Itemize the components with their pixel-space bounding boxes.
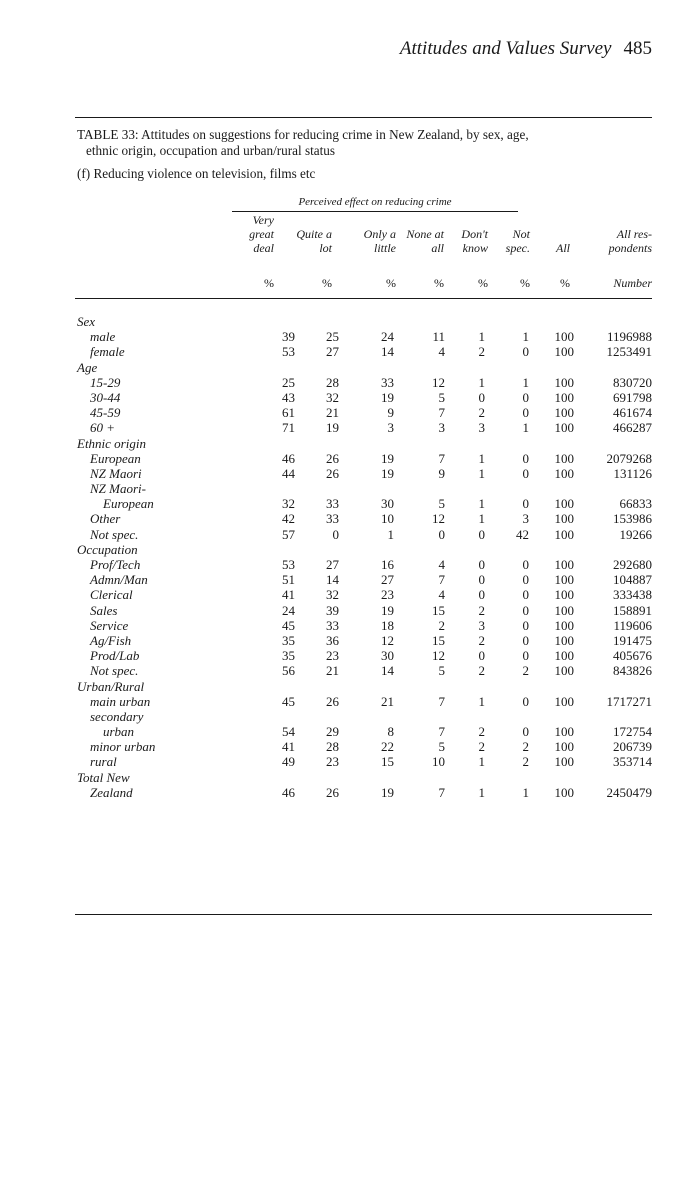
table-cell: 12 (381, 632, 394, 648)
table-cell: 7 (438, 784, 445, 800)
table-cell: 35 (282, 648, 295, 664)
row-label: secondary (90, 708, 144, 724)
table-cell: 0 (522, 617, 529, 633)
table-row (77, 481, 652, 496)
unit-label: % (478, 276, 488, 290)
row-label: European (90, 496, 154, 512)
caption-line-2: ethnic origin, occupation and urban/rural status (86, 143, 336, 158)
spanner-rule (232, 211, 518, 212)
table-cell: 0 (522, 587, 529, 603)
table-cell: 12 (432, 648, 445, 664)
table-cell: 19 (381, 450, 394, 466)
table-cell: 1 (522, 329, 529, 345)
table-cell: 19266 (619, 526, 652, 542)
table-cell: 27 (381, 572, 394, 588)
table-cell: 2 (522, 663, 529, 679)
row-label: Total New (77, 769, 130, 785)
table-cell: 100 (554, 557, 574, 572)
table-cell: 7 (438, 724, 445, 740)
row-label: main urban (90, 693, 151, 709)
table-cell: 9 (387, 405, 394, 421)
row-label: rural (90, 754, 117, 770)
row-label: European (90, 450, 141, 466)
table-cell: 100 (554, 632, 574, 648)
table-cell: 3 (522, 511, 529, 527)
table-cell: 100 (554, 405, 574, 421)
table-cell: 32 (282, 496, 295, 512)
table-cell: 353714 (613, 754, 652, 770)
table-row (77, 527, 652, 542)
table-cell: 191475 (613, 632, 652, 648)
table-cell: 2 (478, 663, 485, 679)
table-cell: 5 (438, 389, 445, 405)
header-bottom-rule (75, 298, 652, 299)
table-group-header (77, 679, 652, 694)
table-cell: 131126 (613, 465, 652, 481)
table-cell: 12 (432, 511, 445, 527)
table-cell: 100 (554, 754, 574, 770)
table-cell: 0 (522, 648, 529, 664)
table-cell: 153986 (613, 511, 652, 527)
table-row (77, 375, 652, 390)
table-cell: 100 (554, 693, 574, 709)
table-cell: 100 (554, 465, 574, 481)
table-cell: 15 (432, 632, 445, 648)
row-label: Service (90, 617, 129, 633)
unit-label: % (520, 276, 530, 290)
table-top-rule (75, 117, 652, 118)
table-cell: 3 (478, 420, 485, 436)
table-row (77, 633, 652, 648)
table-cell: 100 (554, 496, 574, 512)
row-label: NZ Maori- (90, 481, 146, 497)
table-cell: 32 (326, 587, 339, 603)
table-cell: 19 (381, 602, 394, 618)
unit-label: % (560, 276, 570, 290)
column-header-none-at-all: None at all (406, 227, 444, 255)
table-cell: 11 (432, 329, 445, 345)
table-cell: 23 (381, 587, 394, 603)
table-cell: 0 (522, 724, 529, 740)
unit-label: Number (613, 276, 652, 290)
table-cell: 15 (432, 602, 445, 618)
table-cell: 1 (478, 450, 485, 466)
row-label: Not spec. (90, 663, 139, 679)
table-cell: 61 (282, 405, 295, 421)
table-cell: 15 (381, 754, 394, 770)
table-cell: 100 (554, 602, 574, 618)
table-row (77, 572, 652, 587)
column-header-only-a-little: Only a little (363, 227, 396, 255)
table-cell: 42 (282, 511, 295, 527)
table-cell: 22 (381, 739, 394, 755)
table-cell: 23 (326, 754, 339, 770)
table-cell: 27 (326, 344, 339, 360)
table-cell: 26 (326, 465, 339, 481)
table-cell: 1196988 (606, 329, 652, 345)
table-cell: 333438 (613, 587, 652, 603)
table-cell: 46 (282, 784, 295, 800)
row-label: Ethnic origin (77, 435, 146, 451)
table-cell: 35 (282, 632, 295, 648)
unit-label: % (264, 276, 274, 290)
page-number: 485 (623, 38, 652, 59)
table-cell: 19 (326, 420, 339, 436)
table-cell: 1 (478, 496, 485, 512)
table-cell: 461674 (613, 405, 652, 421)
table-cell: 2 (438, 617, 445, 633)
table-cell: 2450479 (606, 784, 652, 800)
table-cell: 0 (478, 587, 485, 603)
table-cell: 0 (478, 648, 485, 664)
table-cell: 19 (381, 389, 394, 405)
table-cell: 2079268 (606, 450, 652, 466)
column-spanner: Perceived effect on reducing crime (298, 196, 452, 208)
table-cell: 44 (282, 465, 295, 481)
table-row (77, 496, 652, 511)
table-cell: 26 (326, 693, 339, 709)
table-row (77, 694, 652, 709)
row-label: Clerical (90, 587, 133, 603)
table-cell: 71 (282, 420, 295, 436)
table-cell: 29 (326, 724, 339, 740)
caption-line-1: TABLE 33: Attitudes on suggestions for reducing crime in New Zealand, by sex, age, (77, 127, 529, 142)
table-cell: 119606 (613, 617, 652, 633)
table-row (77, 466, 652, 481)
table-cell: 1 (478, 374, 485, 390)
table-cell: 19 (381, 465, 394, 481)
row-label: male (90, 329, 116, 345)
table-row (77, 648, 652, 663)
table-cell: 4 (438, 344, 445, 360)
table-cell: 54 (282, 724, 295, 740)
table-row (77, 390, 652, 405)
table-cell: 100 (554, 329, 574, 345)
table-cell: 4 (438, 587, 445, 603)
table-row (77, 451, 652, 466)
table-cell: 0 (522, 572, 529, 588)
table-cell: 5 (438, 496, 445, 512)
table-cell: 21 (326, 405, 339, 421)
table-cell: 51 (282, 572, 295, 588)
table-subcaption: (f) Reducing violence on television, films etc (77, 166, 316, 181)
table-cell: 1 (478, 465, 485, 481)
table-cell: 27 (326, 557, 339, 572)
table-cell: 19 (381, 784, 394, 800)
table-cell: 100 (554, 724, 574, 740)
row-label: Urban/Rural (77, 678, 145, 694)
table-cell: 53 (282, 344, 295, 360)
table-cell: 3 (478, 617, 485, 633)
column-header-all: All (556, 241, 570, 255)
table-cell: 100 (554, 450, 574, 466)
table-cell: 0 (522, 557, 529, 572)
row-label: Admn/Man (90, 572, 148, 588)
table-cell: 1 (522, 420, 529, 436)
row-label: 30-44 (90, 389, 121, 405)
row-label: urban (90, 724, 135, 740)
table-cell: 24 (282, 602, 295, 618)
table-cell: 0 (522, 405, 529, 421)
table-cell: 0 (438, 526, 445, 542)
table-cell: 206739 (613, 739, 652, 755)
table-group-header (77, 360, 652, 375)
row-label: 60 + (90, 420, 116, 436)
table-cell: 3 (387, 420, 394, 436)
table-cell: 23 (326, 648, 339, 664)
table-group-header (77, 542, 652, 557)
table-cell: 1 (522, 784, 529, 800)
table-cell: 405676 (613, 648, 652, 664)
table-row (77, 405, 652, 420)
table-cell: 14 (381, 663, 394, 679)
table-cell: 100 (554, 617, 574, 633)
table-cell: 691798 (613, 389, 652, 405)
table-row (77, 709, 652, 724)
table-cell: 2 (478, 602, 485, 618)
table-cell: 32 (326, 389, 339, 405)
table-cell: 7 (438, 405, 445, 421)
table-cell: 2 (478, 739, 485, 755)
table-cell: 26 (326, 784, 339, 800)
unit-label: % (386, 276, 396, 290)
table-cell: 45 (282, 693, 295, 709)
column-header-all-respondents: All res- pondents (608, 227, 652, 255)
table-cell: 7 (438, 450, 445, 466)
table-cell: 1 (478, 754, 485, 770)
table-row (77, 785, 652, 800)
table-cell: 7 (438, 572, 445, 588)
table-cell: 4 (438, 557, 445, 572)
row-label: Prod/Lab (90, 648, 140, 664)
row-label: Sales (90, 602, 118, 618)
table-cell: 30 (381, 648, 394, 664)
table-cell: 0 (522, 496, 529, 512)
row-label: Prof/Tech (90, 557, 141, 572)
table-row (77, 663, 652, 678)
table-cell: 0 (522, 693, 529, 709)
table-cell: 39 (282, 329, 295, 345)
table-cell: 1 (478, 511, 485, 527)
table-cell: 0 (522, 602, 529, 618)
table-bottom-rule (75, 914, 652, 915)
table-cell: 2 (478, 724, 485, 740)
table-cell: 830720 (613, 374, 652, 390)
table-cell: 2 (478, 632, 485, 648)
table-cell: 28 (326, 739, 339, 755)
table-cell: 100 (554, 420, 574, 436)
table-cell: 18 (381, 617, 394, 633)
row-label: 15-29 (90, 374, 121, 390)
table-cell: 0 (478, 572, 485, 588)
table-cell: 41 (282, 739, 295, 755)
table-cell: 3 (438, 420, 445, 436)
table-row (77, 511, 652, 526)
table-row (77, 420, 652, 435)
table-cell: 8 (387, 724, 394, 740)
table-cell: 10 (381, 511, 394, 527)
running-head-title: Attitudes and Values Survey (399, 38, 612, 59)
table-caption (77, 127, 652, 159)
table-cell: 1 (522, 374, 529, 390)
table-cell: 0 (522, 632, 529, 648)
table-cell: 7 (438, 693, 445, 709)
table-cell: 25 (326, 329, 339, 345)
table-cell: 2 (522, 739, 529, 755)
unit-label: % (434, 276, 444, 290)
column-header-dont-know: Don't know (461, 227, 488, 255)
row-label: Not spec. (90, 526, 139, 542)
table-cell: 100 (554, 784, 574, 800)
row-label: Zealand (90, 784, 133, 800)
table-cell: 33 (381, 374, 394, 390)
table-cell: 33 (326, 496, 339, 512)
table-cell: 56 (282, 663, 295, 679)
table-cell: 104887 (613, 572, 652, 588)
table-row (77, 739, 652, 754)
table-cell: 1 (478, 329, 485, 345)
table-cell: 10 (432, 754, 445, 770)
row-label: female (90, 344, 125, 360)
table-cell: 100 (554, 572, 574, 588)
unit-label: % (322, 276, 332, 290)
row-label: Sex (77, 314, 96, 329)
table-cell: 0 (522, 450, 529, 466)
table-cell: 39 (326, 602, 339, 618)
running-head (400, 38, 652, 60)
table-cell: 14 (381, 344, 394, 360)
table-cell: 843826 (613, 663, 652, 679)
table-cell: 45 (282, 617, 295, 633)
column-header-quite-a-lot: Quite a lot (296, 227, 332, 255)
table-cell: 5 (438, 739, 445, 755)
table-row (77, 329, 652, 344)
table-cell: 1717271 (606, 693, 652, 709)
table-cell: 33 (326, 617, 339, 633)
column-header-very-great-deal: Very great deal (249, 213, 274, 255)
table-cell: 9 (438, 465, 445, 481)
table-group-header (77, 436, 652, 451)
table-group-header (77, 314, 652, 329)
table-cell: 0 (522, 389, 529, 405)
row-label: NZ Maori (90, 465, 142, 481)
table-cell: 14 (326, 572, 339, 588)
table-cell: 1 (387, 526, 394, 542)
table-cell: 33 (326, 511, 339, 527)
table-row (77, 603, 652, 618)
table-cell: 1253491 (606, 344, 652, 360)
table-cell: 2 (522, 754, 529, 770)
table-cell: 16 (381, 557, 394, 572)
table-cell: 100 (554, 511, 574, 527)
table-cell: 2 (478, 344, 485, 360)
table-cell: 100 (554, 344, 574, 360)
table-cell: 0 (522, 344, 529, 360)
table-cell: 36 (326, 632, 339, 648)
table-cell: 100 (554, 663, 574, 679)
table-cell: 25 (282, 374, 295, 390)
table-cell: 28 (326, 374, 339, 390)
table-cell: 100 (554, 374, 574, 390)
table-cell: 43 (282, 389, 295, 405)
table-row (77, 618, 652, 633)
table-cell: 100 (554, 526, 574, 542)
table-cell: 30 (381, 496, 394, 512)
table-cell: 158891 (613, 602, 652, 618)
table-cell: 24 (381, 329, 394, 345)
table-cell: 21 (381, 693, 394, 709)
table-cell: 57 (282, 526, 295, 542)
table-cell: 100 (554, 587, 574, 603)
table-cell: 0 (332, 526, 339, 542)
table-group-header (77, 770, 652, 785)
table-cell: 172754 (613, 724, 652, 740)
table-cell: 292680 (613, 557, 652, 572)
column-header-not-spec: Not spec. (505, 227, 530, 255)
table-cell: 100 (554, 389, 574, 405)
table-cell: 100 (554, 648, 574, 664)
table-cell: 0 (522, 465, 529, 481)
table-cell: 49 (282, 754, 295, 770)
table-cell: 1 (478, 784, 485, 800)
table-cell: 12 (432, 374, 445, 390)
row-label: Other (90, 511, 121, 527)
table-row (77, 344, 652, 359)
table-cell: 21 (326, 663, 339, 679)
table-cell: 466287 (613, 420, 652, 436)
table-cell: 0 (478, 557, 485, 572)
table-row (77, 724, 652, 739)
table-cell: 41 (282, 587, 295, 603)
table-cell: 26 (326, 450, 339, 466)
table-cell: 2 (478, 405, 485, 421)
table-row (77, 754, 652, 769)
table-cell: 66833 (619, 496, 652, 512)
table-cell: 5 (438, 663, 445, 679)
table-row (77, 557, 652, 572)
table-cell: 0 (478, 389, 485, 405)
table-cell: 42 (516, 526, 529, 542)
table-cell: 0 (478, 526, 485, 542)
table-row (77, 587, 652, 602)
row-label: Occupation (77, 541, 138, 557)
table-cell: 100 (554, 739, 574, 755)
table-cell: 46 (282, 450, 295, 466)
row-label: Age (77, 359, 98, 375)
row-label: Ag/Fish (90, 632, 132, 648)
table-body (77, 314, 652, 800)
row-label: minor urban (90, 739, 156, 755)
table-cell: 53 (282, 557, 295, 572)
row-label: 45-59 (90, 405, 121, 421)
table-cell: 1 (478, 693, 485, 709)
